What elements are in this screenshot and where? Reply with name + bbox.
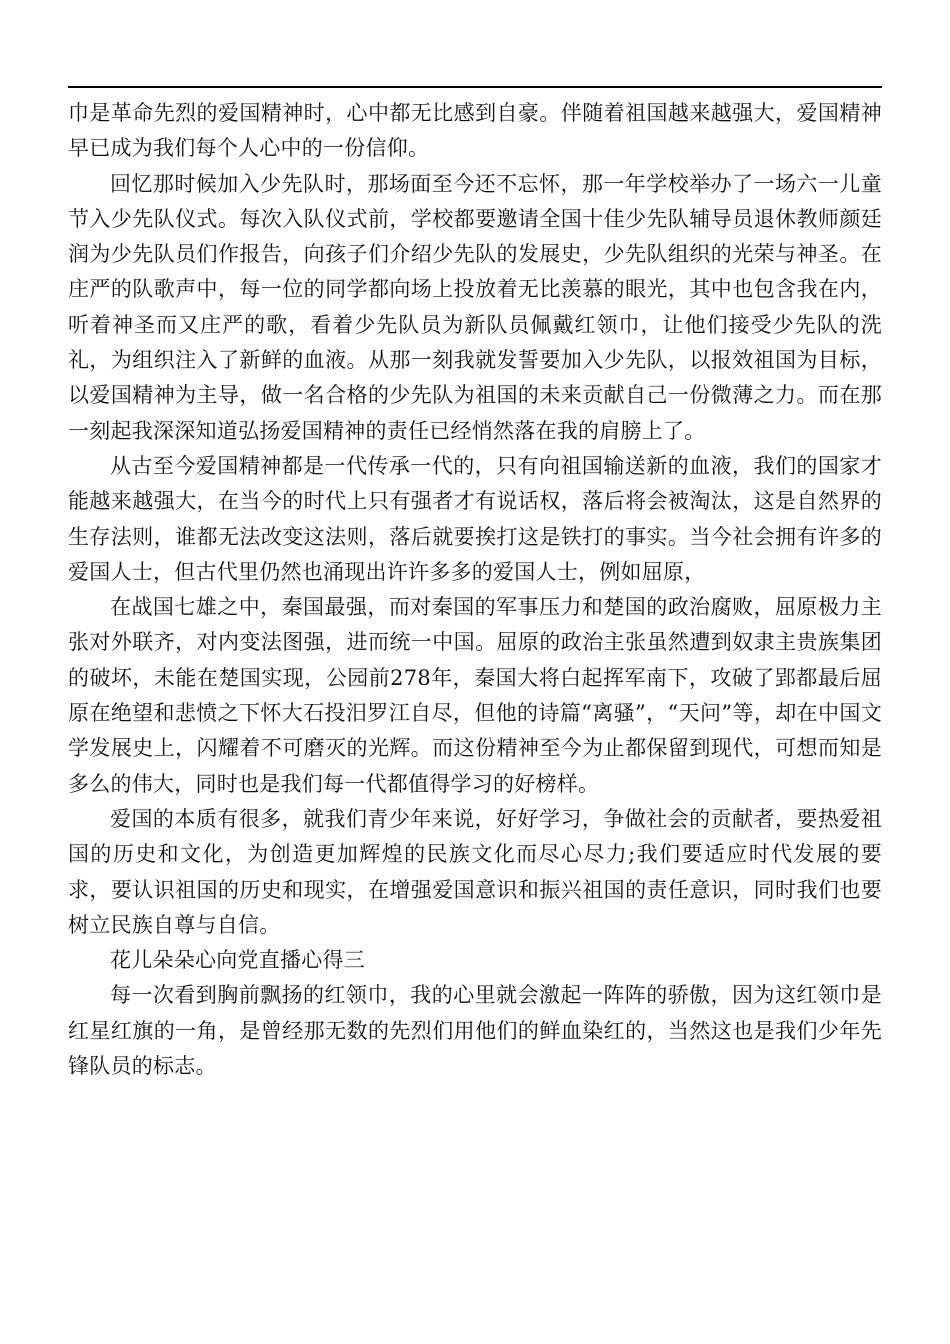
section-heading: 花儿朵朵心向党直播心得三 — [110, 948, 365, 973]
paragraph: 每一次看到胸前飘扬的红领巾，我的心里就会激起一阵阵的骄傲，因为这红领巾是红星红旗的一角，是曾经那无数的先烈们用他们的鲜血染红的，当然这也是我们少年先锋队员的标志。 — [68, 983, 882, 1079]
header-rule — [68, 86, 882, 88]
paragraph: 巾是革命先烈的爱国精神时，心中都无比感到自豪。伴随着祖国越来越强大，爱国精神早已成为我们每个人心中的一份信仰。 — [68, 101, 882, 161]
paragraph: 在战国七雄之中，秦国最强，而对秦国的军事压力和楚国的政治腐败，屈原极力主张对外联齐，对内变法图强，进而统一中国。屈原的政治主张虽然遭到奴隶主贵族集团的破坏，未能在楚国实现，公园前278年，秦国大将白起挥军南下，攻破了郢都最后屈原在绝望和悲愤之下怀大石投汨罗江自尽，但他的诗篇“离骚”，“天问”等，却在中国文学发展史上，闪耀着不可磨灭的光辉。而这份精神至今为止都保留到现代，可想而知是多么的伟大，同时也是我们每一代都值得学习的好榜样。 — [68, 595, 882, 796]
paragraph: 从古至今爱国精神都是一代传承一代的，只有向祖国输送新的血液，我们的国家才能越来越强大，在当今的时代上只有强者才有说话权，落后将会被淘汰，这是自然界的生存法则，谁都无法改变这法则，落后就要挨打这是铁打的事实。当今社会拥有许多的爱国人士，但古代里仍然也涌现出许许多多的爱国人士，例如屈原， — [68, 453, 882, 584]
paragraph: 回忆那时候加入少先队时，那场面至今还不忘怀，那一年学校举办了一场六一儿童节入少先队仪式。每次入队仪式前，学校都要邀请全国十佳少先队辅导员退休教师颜廷润为少先队员们作报告，向孩子们介绍少先队的发展史，少先队组织的光荣与神圣。在庄严的队歌声中，每一位的同学都向场上投放着无比羡慕的眼光，其中也包含我在内，听着神圣而又庄严的歌，看着少先队员为新队员佩戴红领巾，让他们接受少先队的洗礼，为组织注入了新鲜的血液。从那一刻我就发誓要加入少先队，以报效祖国为目标，以爱国精神为主导，做一名合格的少先队为祖国的未来贡献自己一份微薄之力。而在那一刻起我深深知道弘扬爱国精神的责任已经悄然落在我的肩膀上了。 — [68, 171, 882, 443]
document-body — [68, 96, 882, 1084]
document-page — [68, 0, 882, 1344]
paragraph: 爱国的本质有很多，就我们青少年来说，好好学习，争做社会的贡献者，要热爱祖国的历史和文化，为创造更加辉煌的民族文化而尽心尽力;我们要适应时代发展的要求，要认识祖国的历史和现实，在增强爱国意识和振兴祖国的责任意识，同时我们也要树立民族自尊与自信。 — [68, 806, 882, 937]
